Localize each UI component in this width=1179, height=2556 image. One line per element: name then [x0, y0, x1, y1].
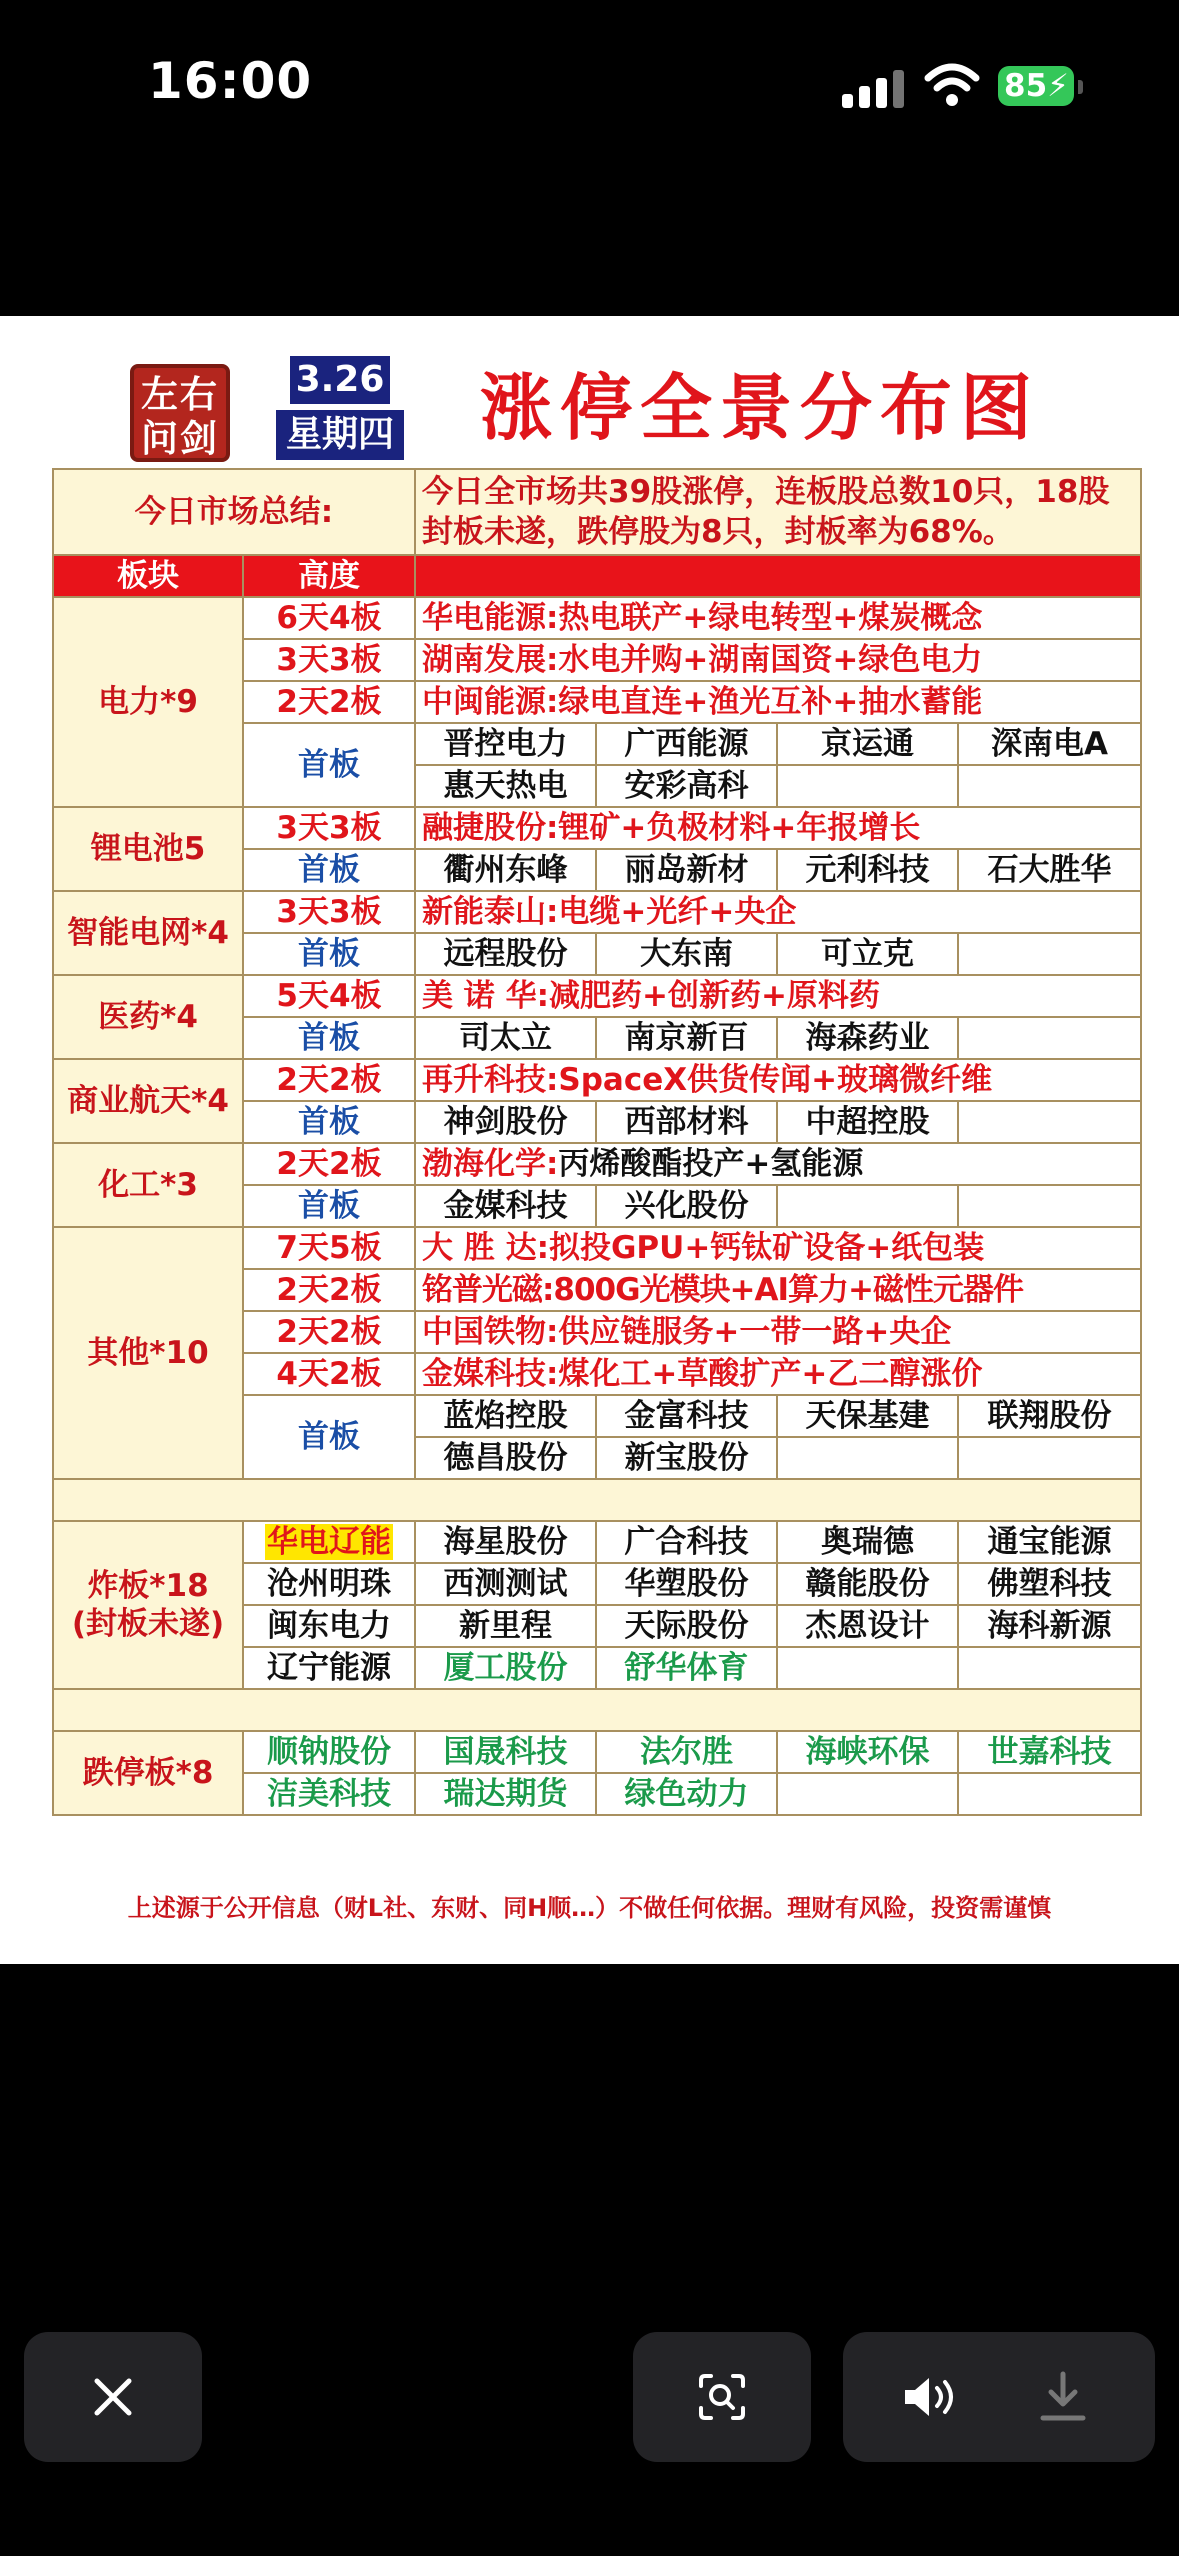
- stock-theme: [415, 681, 1141, 723]
- first-board-label: 首板: [243, 723, 415, 807]
- visual-lookup-icon: [697, 2372, 747, 2422]
- sector-limit-down: 跌停板*8: [53, 1731, 243, 1815]
- stock-cell: 国晟科技: [415, 1731, 596, 1773]
- stock-cell: 闽东电力: [243, 1605, 415, 1647]
- status-time: 16:00: [148, 52, 313, 110]
- stock-cell: 法尔胜: [596, 1731, 777, 1773]
- close-icon: [91, 2375, 135, 2419]
- stock-cell: 西测测试: [415, 1563, 596, 1605]
- theme-text: 锂矿+负极材料+年报增长: [558, 810, 921, 846]
- board-height: 2天2板: [243, 1059, 415, 1101]
- stock-cell: 海森药业: [777, 1017, 958, 1059]
- download-icon[interactable]: [1039, 2370, 1087, 2424]
- stock-cell: 瑞达期货: [415, 1773, 596, 1815]
- first-board-label: 首板: [243, 1395, 415, 1479]
- stock-name: 中闽能源:: [422, 684, 559, 720]
- stock-cell: 广西能源: [596, 723, 777, 765]
- board-height: 2天2板: [243, 1269, 415, 1311]
- zuoyou-wenjian-logo: [130, 364, 230, 462]
- summary-row: [53, 469, 1141, 555]
- table-row: [53, 975, 1141, 1017]
- page-title: 涨停全景分布图: [480, 365, 1041, 450]
- stock-cell: 辽宁能源: [243, 1647, 415, 1689]
- column-height: 高度: [243, 555, 415, 597]
- stock-theme: [415, 639, 1141, 681]
- board-height: 3天3板: [243, 891, 415, 933]
- stock-cell: 天际股份: [596, 1605, 777, 1647]
- media-controls: [843, 2332, 1155, 2462]
- logo-line-1: 左右: [141, 372, 219, 416]
- visual-lookup-button[interactable]: [633, 2332, 811, 2462]
- stock-cell: 通宝能源: [958, 1521, 1141, 1563]
- stock-cell: 世嘉科技: [958, 1731, 1141, 1773]
- first-board-label: 首板: [243, 1101, 415, 1143]
- board-height: 5天4板: [243, 975, 415, 1017]
- stock-cell: 厦工股份: [415, 1647, 596, 1689]
- stock-cell: 洁美科技: [243, 1773, 415, 1815]
- stock-theme: [415, 1059, 1141, 1101]
- stock-theme: [415, 1311, 1141, 1353]
- stock-cell: 可立克: [777, 933, 958, 975]
- stock-name: 湖南发展:: [422, 642, 559, 678]
- theme-text: 减肥药+创新药+原料药: [548, 978, 880, 1014]
- stock-cell: 惠天热电: [415, 765, 596, 807]
- stock-cell: 中超控股: [777, 1101, 958, 1143]
- close-button[interactable]: [24, 2332, 202, 2462]
- separator: [53, 1479, 1141, 1521]
- battery-level: 85: [1004, 68, 1048, 104]
- stock-name: 铭普光磁:: [422, 1272, 554, 1308]
- battery-cap: [1078, 80, 1083, 94]
- stock-cell: 南京新百: [596, 1017, 777, 1059]
- cellular-signal-icon: [842, 68, 904, 108]
- sector-smart-grid: 智能电网*4: [53, 891, 243, 975]
- stock-cell: 杰恩设计: [777, 1605, 958, 1647]
- separator: [53, 1689, 1141, 1731]
- board-height: 4天2板: [243, 1353, 415, 1395]
- stock-cell: 新宝股份: [596, 1437, 777, 1479]
- stock-cell: 联翔股份: [958, 1395, 1141, 1437]
- stock-cell: 华塑股份: [596, 1563, 777, 1605]
- theme-text: 水电并购+湖南国资+绿色电力: [558, 642, 983, 678]
- stock-theme: [415, 807, 1141, 849]
- stock-cell: 元利科技: [777, 849, 958, 891]
- table-row: [53, 1521, 1141, 1563]
- stock-cell: 深南电A: [958, 723, 1141, 765]
- stock-cell: 司太立: [415, 1017, 596, 1059]
- stock-name: 大 胜 达:: [422, 1230, 549, 1266]
- board-height: 2天2板: [243, 1311, 415, 1353]
- table-row: [53, 1143, 1141, 1185]
- stock-name: 中国铁物:: [422, 1314, 559, 1350]
- stock-cell: 奥瑞德: [777, 1521, 958, 1563]
- first-board-label: 首板: [243, 933, 415, 975]
- theme-text: 热电联产+绿电转型+煤炭概念: [558, 600, 983, 636]
- first-board-label: 首板: [243, 1017, 415, 1059]
- theme-text: 丙烯酸酯投产+氢能源: [558, 1146, 864, 1182]
- table-row: [53, 891, 1141, 933]
- stock-cell: 海科新源: [958, 1605, 1141, 1647]
- stock-cell: 兴化股份: [596, 1185, 777, 1227]
- sector-chemical: 化工*3: [53, 1143, 243, 1227]
- date-label: 3.26: [290, 356, 390, 404]
- stock-cell: 衢州东峰: [415, 849, 596, 891]
- table-row: [53, 1227, 1141, 1269]
- stock-cell: 安彩高科: [596, 765, 777, 807]
- stock-cell: 大东南: [596, 933, 777, 975]
- limit-up-image: [0, 316, 1179, 1964]
- stock-cell: 沧州明珠: [243, 1563, 415, 1605]
- table-row: [53, 597, 1141, 639]
- sector-broken: [53, 1521, 243, 1689]
- stock-theme: [415, 597, 1141, 639]
- stock-name: 融捷股份:: [422, 810, 559, 846]
- column-sector: 板块: [53, 555, 243, 597]
- table-row: [53, 807, 1141, 849]
- stock-cell: 广合科技: [596, 1521, 777, 1563]
- broken-title: 炸板*18: [87, 1568, 209, 1604]
- stock-cell: 佛塑科技: [958, 1563, 1141, 1605]
- stock-cell: 舒华体育: [596, 1647, 777, 1689]
- board-height: 2天2板: [243, 1143, 415, 1185]
- stock-cell: [243, 1521, 415, 1563]
- board-height: 3天3板: [243, 807, 415, 849]
- stock-cell: 远程股份: [415, 933, 596, 975]
- stock-theme: [415, 975, 1141, 1017]
- stock-cell: 京运通: [777, 723, 958, 765]
- disclaimer: 上述源于公开信息（财L社、东财、同H顺…）不做任何依据。理财有风险，投资需谨慎: [127, 1894, 1052, 1922]
- stock-cell: 绿色动力: [596, 1773, 777, 1815]
- broken-subtitle: (封板未遂): [71, 1606, 225, 1642]
- stock-cell: 金富科技: [596, 1395, 777, 1437]
- summary-label: 今日市场总结:: [53, 469, 415, 555]
- stock-cell: 晋控电力: [415, 723, 596, 765]
- wifi-icon: [924, 62, 980, 108]
- table-row: [53, 1059, 1141, 1101]
- stock-theme: [415, 1269, 1141, 1311]
- stock-cell: 赣能股份: [777, 1563, 958, 1605]
- theme-text: 拟投GPU+钙钛矿设备+纸包装: [548, 1230, 985, 1266]
- stock-cell: 顺钠股份: [243, 1731, 415, 1773]
- stock-cell: 海星股份: [415, 1521, 596, 1563]
- stock-cell: 新里程: [415, 1605, 596, 1647]
- sector-power: 电力*9: [53, 597, 243, 807]
- stock-cell: 石大胜华: [958, 849, 1141, 891]
- theme-text: 绿电直连+渔光互补+抽水蓄能: [558, 684, 983, 720]
- status-bar: [0, 0, 1179, 160]
- stock-theme: [415, 1143, 1141, 1185]
- stock-name: 新能泰山:: [422, 894, 559, 930]
- weekday-label: 星期四: [276, 410, 404, 460]
- first-board-label: 首板: [243, 849, 415, 891]
- stock-name: 渤海化学:: [422, 1146, 559, 1182]
- stock-theme: [415, 1227, 1141, 1269]
- stock-name: 再升科技:: [422, 1062, 559, 1098]
- speaker-icon[interactable]: [901, 2374, 963, 2420]
- stock-cell: 海峡环保: [777, 1731, 958, 1773]
- theme-text: 煤化工+草酸扩产+乙二醇涨价: [558, 1356, 983, 1392]
- battery-indicator: 85⚡: [998, 66, 1074, 106]
- stock-cell: 天保基建: [777, 1395, 958, 1437]
- stock-cell: 金媒科技: [415, 1185, 596, 1227]
- stock-name: 美 诺 华:: [422, 978, 549, 1014]
- logo-line-2: 问剑: [141, 416, 219, 460]
- table-row: [53, 1731, 1141, 1773]
- theme-text: 电缆+光纤+央企: [558, 894, 797, 930]
- summary-text: 今日全市场共39股涨停，连板股总数10只，18股封板未遂，跌停股为8只，封板率为68%。: [415, 469, 1141, 555]
- stock-cell: 神剑股份: [415, 1101, 596, 1143]
- table-header: [53, 555, 1141, 597]
- theme-text: 800G光模块+AI算力+磁性元器件: [553, 1272, 1024, 1308]
- stock-name: 金媒科技:: [422, 1356, 559, 1392]
- first-board-label: 首板: [243, 1185, 415, 1227]
- stock-cell: 德昌股份: [415, 1437, 596, 1479]
- theme-text: 供应链服务+一带一路+央企: [558, 1314, 952, 1350]
- board-height: 2天2板: [243, 681, 415, 723]
- theme-text: SpaceX供货传闻+玻璃微纤维: [558, 1062, 993, 1098]
- highlighted-stock: 华电辽能: [267, 1524, 391, 1560]
- sector-lithium: 锂电池5: [53, 807, 243, 891]
- sector-pharma: 医药*4: [53, 975, 243, 1059]
- board-height: 3天3板: [243, 639, 415, 681]
- stock-theme: [415, 1353, 1141, 1395]
- board-height: 6天4板: [243, 597, 415, 639]
- sector-other: 其他*10: [53, 1227, 243, 1479]
- board-height: 7天5板: [243, 1227, 415, 1269]
- stock-cell: 西部材料: [596, 1101, 777, 1143]
- limit-up-table: [52, 468, 1142, 1816]
- sector-space: 商业航天*4: [53, 1059, 243, 1143]
- stock-cell: 蓝焰控股: [415, 1395, 596, 1437]
- stock-cell: 丽岛新材: [596, 849, 777, 891]
- stock-theme: [415, 891, 1141, 933]
- stock-name: 华电能源:: [422, 600, 559, 636]
